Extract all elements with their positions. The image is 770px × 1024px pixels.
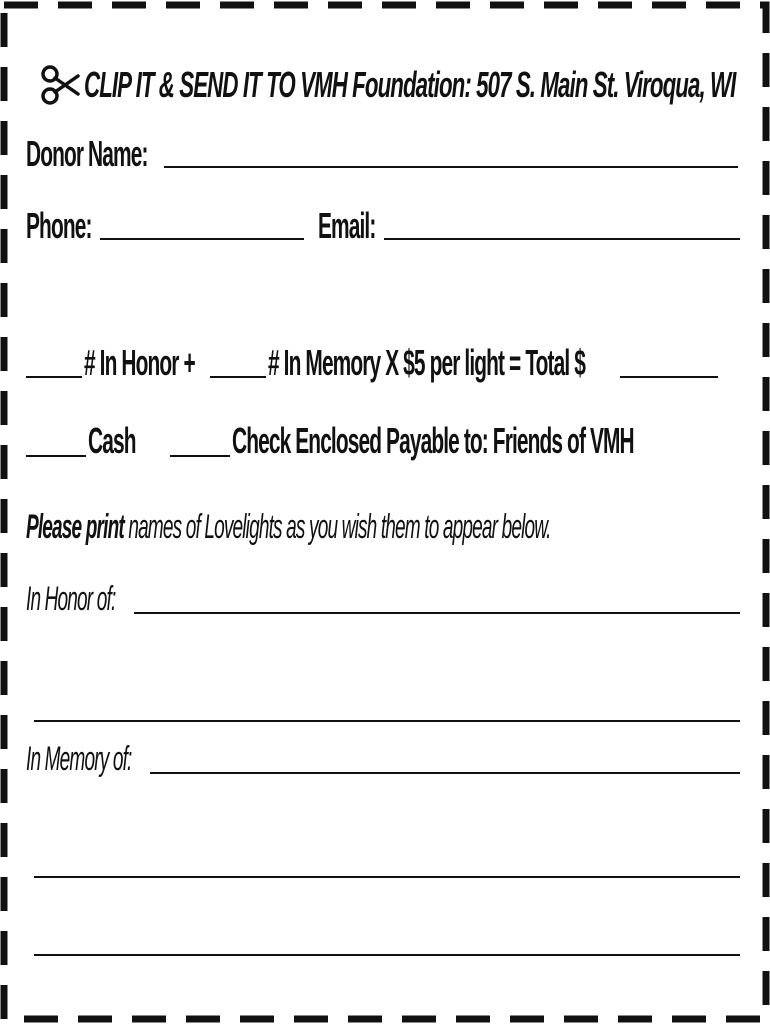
phone-line (100, 238, 304, 240)
in-memory-line-3 (34, 954, 740, 956)
phone-field[interactable] (102, 210, 306, 238)
in-memory-field-1[interactable] (152, 744, 742, 772)
in-honor-field-1[interactable] (136, 584, 742, 612)
check-line (170, 455, 230, 457)
in-honor-line-2 (34, 720, 740, 722)
in-memory-label: In Memory of: (26, 740, 132, 778)
total-line (620, 376, 718, 378)
in-memory-field-3[interactable] (36, 926, 742, 954)
donor-name-label: Donor Name: (26, 133, 148, 174)
cash-label: Cash (88, 420, 136, 461)
instructions-text (26, 508, 551, 547)
check-label: Check Enclosed Payable to: Friends of VMH (232, 420, 634, 461)
in-honor-line-1 (134, 612, 740, 614)
honor-count-line (26, 376, 82, 378)
in-honor-field-2[interactable] (36, 692, 742, 720)
donor-name-line (164, 166, 738, 168)
scissors-icon (40, 64, 80, 106)
instructions-bold: Please print (26, 508, 124, 546)
cash-line (26, 455, 86, 457)
email-label: Email: (318, 205, 376, 246)
cash-field[interactable] (28, 427, 88, 455)
memory-count-label: # In Memory X $5 per light = Total $ (268, 342, 585, 383)
email-field[interactable] (386, 210, 742, 238)
mail-to-heading: CLIP IT & SEND IT TO VMH Foundation: 507 S. Main St. Viroqua, WI (84, 64, 736, 105)
honor-count-field[interactable] (28, 348, 84, 376)
memory-count-line (210, 376, 266, 378)
phone-label: Phone: (26, 205, 92, 246)
instructions-rest: names of Lovelights as you wish them to appear below. (128, 508, 551, 546)
in-honor-label: In Honor of: (26, 580, 116, 618)
email-line (384, 238, 740, 240)
honor-count-label: # In Honor + (84, 342, 195, 383)
in-memory-line-1 (150, 772, 740, 774)
check-field[interactable] (172, 427, 232, 455)
total-field[interactable] (622, 348, 720, 376)
in-memory-line-2 (34, 876, 740, 878)
in-memory-field-2[interactable] (36, 848, 742, 876)
donor-name-field[interactable] (166, 138, 740, 166)
memory-count-field[interactable] (212, 348, 268, 376)
